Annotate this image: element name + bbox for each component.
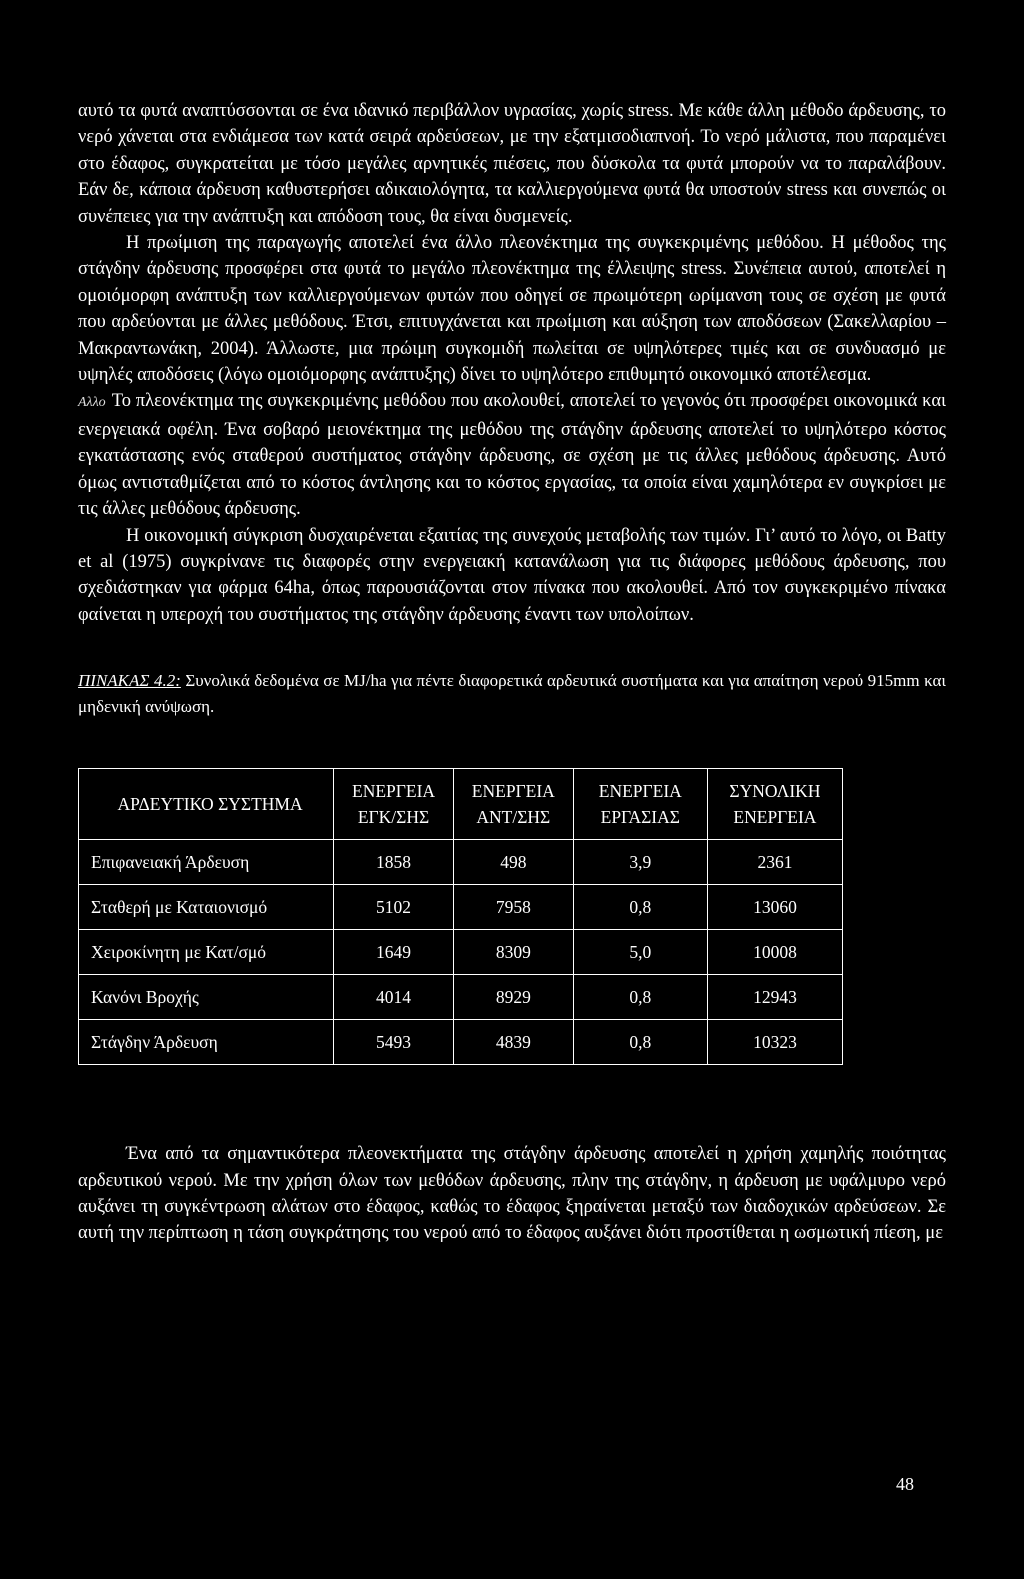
table-cell: 498 [453, 840, 573, 885]
paragraph-1: αυτό τα φυτά αναπτύσσονται σε ένα ιδανικό περιβάλλον υγρασίας, χωρίς stress. Με κάθε άλλη μέθοδο άρδευσης, το νερό χάνεται στα ενδιάμεσα των κατά σειρά αρδεύσεων, με την εξατμισοδιαπνοή. Το νερό μάλιστα, που παραμένει στο έδαφος, συγκρατείται με τόσο μεγάλες αρνητικές πιέσεις, που δύσκολα τα φυτά μπορούν να το παραλάβουν. Εάν δε, κάποια άρδευση καθυστερήσει αδικαιολόγητα, τα καλλιεργούμενα φυτά θα υποστούν stress και συνεπώς οι συνέπειες για την ανάπτυξη και απόδοση τους, θα είναι δυσμενείς. [78, 101, 946, 227]
table-cell: Επιφανειακή Άρδευση [79, 840, 334, 885]
table-caption-label: ΠΙΝΑΚΑΣ 4.2: [78, 671, 181, 691]
table-cell: 3,9 [573, 840, 707, 885]
table-caption [78, 668, 946, 720]
table-header-row [79, 769, 843, 840]
table-cell: 0,8 [573, 885, 707, 930]
table-caption-text: Συνολικά δεδομένα σε MJ/ha για πέντε διαφορετικά αρδευτικά συστήματα και για απαίτηση νερού 915mm και μηδενική ανύψωση. [78, 671, 946, 717]
table-row [79, 885, 843, 930]
table-cell: 5102 [334, 885, 454, 930]
table-cell: 5,0 [573, 930, 707, 975]
table-cell: 0,8 [573, 1020, 707, 1065]
header-total-energy: ΣΥΝΟΛΙΚΗ ΕΝΕΡΓΕΙΑ [707, 769, 842, 840]
energy-table-wrapper [78, 768, 946, 1065]
table-cell: Στάγδην Άρδευση [79, 1020, 334, 1065]
paragraph-5: Ένα από τα σημαντικότερα πλεονεκτήματα της στάγδην άρδευσης αποτελεί η χρήση χαμηλής ποιότητας αρδευτικού νερού. Με την χρήση όλων των μεθόδων άρδευσης, πλην της στάγδην, η άρδευση με υφάλμυρο νερό αυξάνει τη συγκέντρωση αλάτων στο έδαφος, καθώς το έδαφος ξηραίνεται μεταξύ των διαδοχικών αρδεύσεων. Σε αυτή την περίπτωση η τάση συγκράτησης του νερού από το έδαφος αυξάνει διότι προστίθεται η ωσμωτική πίεση, με [78, 1144, 946, 1244]
table-cell: 10323 [707, 1020, 842, 1065]
table-cell: 4014 [334, 975, 454, 1020]
paragraph-2: Η πρωίμιση της παραγωγής αποτελεί ένα άλλο πλεονέκτημα της συγκεκριμένης μεθόδου. Η μέθοδος της στάγδην άρδευσης προσφέρει στα φυτά το μεγάλο πλεονέκτημα της έλλειψης stress. Συνέπεια αυτού, αποτελεί η ομοιόμορφη ανάπτυξη των καλλιεργούμενων φυτών που οδηγεί σε πρωιμότερη ωρίμανση τους σε σχέση με φυτά που αρδεύονται με άλλες μεθόδους. Έτσι, επιτυγχάνεται και πρωίμιση και αύξηση των αποδόσεων (Σακελλαρίου – Μακραντωνάκη, 2004). Άλλωστε, μια πρώιμη συγκομιδή πωλείται σε υψηλότερες τιμές και σε συνδυασμό με υψηλές αποδόσεις (λόγω ομοιόμορφης ανάπτυξης) δίνει το υψηλότερο επιθυμητό οικονομικό αποτέλεσμα. [78, 233, 946, 386]
table-cell: 4839 [453, 1020, 573, 1065]
table-cell: 10008 [707, 930, 842, 975]
table-cell: Σταθερή με Καταιονισμό [79, 885, 334, 930]
table-cell: 8309 [453, 930, 573, 975]
table-row [79, 840, 843, 885]
table-row [79, 930, 843, 975]
table-cell: 2361 [707, 840, 842, 885]
header-irrigation-system: ΑΡΔΕΥΤΙΚΟ ΣΥΣΤΗΜΑ [79, 769, 334, 840]
header-installation-energy: ΕΝΕΡΓΕΙΑ ΕΓΚ/ΣΗΣ [334, 769, 454, 840]
energy-table [78, 768, 843, 1065]
header-labor-energy: ΕΝΕΡΓΕΙΑ ΕΡΓΑΣΙΑΣ [573, 769, 707, 840]
table-cell: 7958 [453, 885, 573, 930]
paragraph-3 [78, 388, 946, 522]
table-cell: Κανόνι Βροχής [79, 975, 334, 1020]
table-cell: 1858 [334, 840, 454, 885]
table-cell: 13060 [707, 885, 842, 930]
page-number: 48 [896, 1474, 914, 1494]
paragraph-3-text: Το πλεονέκτημα της συγκεκριμένης μεθόδου που ακολουθεί, αποτελεί το γεγονός ότι προσφέρει οικονομικά και ενεργειακά οφέλη. Ένα σοβαρό μειονέκτημα της μεθόδου της στάγδην άρδευσης αποτελεί το υψηλότερο κόστος εγκατάστασης ενός σταθερού συστήματος στάγδην άρδευσης, σε σχέση με τις άλλες μεθόδους άρδευσης. Αυτό όμως αντισταθμίζεται από το κόστος άντλησης και το κόστος εργασίας, τα οποία είναι χαμηλότερα εν συγκρίσει με τις άλλες μεθόδους άρδευσης. [78, 391, 946, 520]
table-cell: 12943 [707, 975, 842, 1020]
document-page [78, 98, 946, 1247]
table-cell: Χειροκίνητη με Κατ/σμό [79, 930, 334, 975]
table-cell: 0,8 [573, 975, 707, 1020]
table-row [79, 1020, 843, 1065]
header-pumping-energy: ΕΝΕΡΓΕΙΑ ΑΝΤ/ΣΗΣ [453, 769, 573, 840]
table-cell: 1649 [334, 930, 454, 975]
paragraph-4: Η οικονομική σύγκριση δυσχαιρένεται εξαιτίας της συνεχούς μεταβολής των τιμών. Γι’ αυτό το λόγο, οι Batty et al (1975) συγκρίνανε τις διαφορές στην ενεργειακή κατανάλωση για τις διάφορες μεθόδους άρδευσης, που σχεδιάστηκαν για φάρμα 64ha, όπως παρουσιάζονται στον πίνακα που ακολουθεί. Από τον συγκεκριμένο πίνακα φαίνεται η υπεροχή του συστήματος της στάγδην άρδευσης έναντι των υπολοίπων. [78, 525, 946, 625]
table-cell: 8929 [453, 975, 573, 1020]
table-cell: 5493 [334, 1020, 454, 1065]
handwritten-margin-note: Αλλο [78, 395, 106, 411]
table-row [79, 975, 843, 1020]
